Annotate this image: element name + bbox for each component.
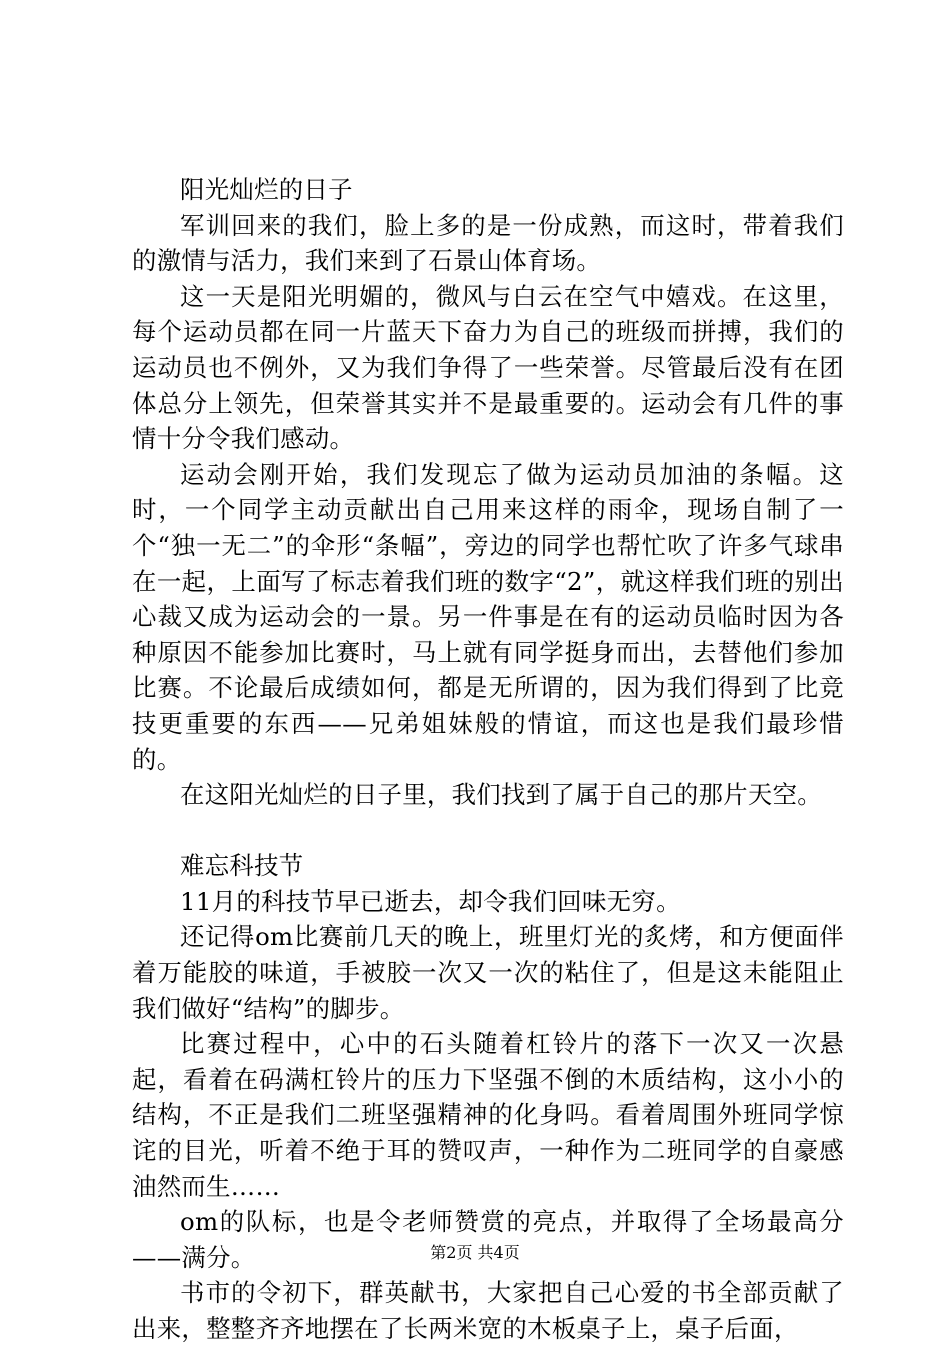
section-title-sunny-days: 阳光灿烂的日子 (180, 175, 353, 204)
paragraph: 这一天是阳光明媚的，微风与白云在空气中嬉戏。在这里，每个运动员都在同一片蓝天下奋力为自己的班级而拼搏，我们的运动员也不例外，又为我们争得了一些荣誉。尽管最后没有在团体总分上领先，但荣誉其实并不是最重要的。运动会有几件的事情十分令我们感动。 (132, 281, 844, 454)
section-spacer (132, 813, 844, 849)
document-body (132, 172, 844, 1347)
section-title-science-festival: 难忘科技节 (180, 851, 304, 881)
page-number-footer: 第2页 共4页 (430, 1243, 520, 1262)
paragraph: om的队标，也是令老师赞赏的亮点，并取得了全场最高分——满分。 (132, 1207, 844, 1272)
paragraph: 书市的令初下，群英献书，大家把自己心爱的书全部贡献了出来，整整齐齐地摆在了长两米宽的木板桌子上，桌子后面， (132, 1278, 844, 1343)
paragraph: 11月的科技节早已逝去，却令我们回味无穷。 (180, 886, 681, 916)
paragraph: 运动会刚开始，我们发现忘了做为运动员加油的条幅。这时，一个同学主动贡献出自己用来这样的雨伞，现场自制了一个“独一无二”的伞形“条幅”，旁边的同学也帮忙吹了许多气球串在一起，上面写了标志着我们班的数字“2”，就这样我们班的别出心裁又成为运动会的一景。另一件事是在有的运动员临时因为各种原因不能参加比赛时，马上就有同学挺身而出，去替他们参加比赛。不论最后成绩如何，都是无所谓的，因为我们得到了比竞技更重要的东西——兄弟姐妹般的情谊，而这也是我们最珍惜的。 (132, 459, 844, 774)
paragraph: 军训回来的我们，脸上多的是一份成熟，而这时，带着我们的激情与活力，我们来到了石景山体育场。 (132, 210, 844, 276)
paragraph: 还记得om比赛前几天的晚上，班里灯光的炙烤，和方便面伴着万能胶的味道，手被胶一次又一次的粘住了，但是这未能阻止我们做好“结构”的脚步。 (132, 922, 844, 1023)
paragraph: 在这阳光灿烂的日子里，我们找到了属于自己的那片天空。 (180, 780, 822, 810)
paragraph: 比赛过程中，心中的石头随着杠铃片的落下一次又一次悬起，看着在码满杠铃片的压力下坚强不倒的木质结构，这小小的结构，不正是我们二班坚强精神的化身吗。看着周围外班同学惊诧的目光，听着不绝于耳的赞叹声，一种作为二班同学的自豪感油然而生…… (132, 1029, 844, 1201)
